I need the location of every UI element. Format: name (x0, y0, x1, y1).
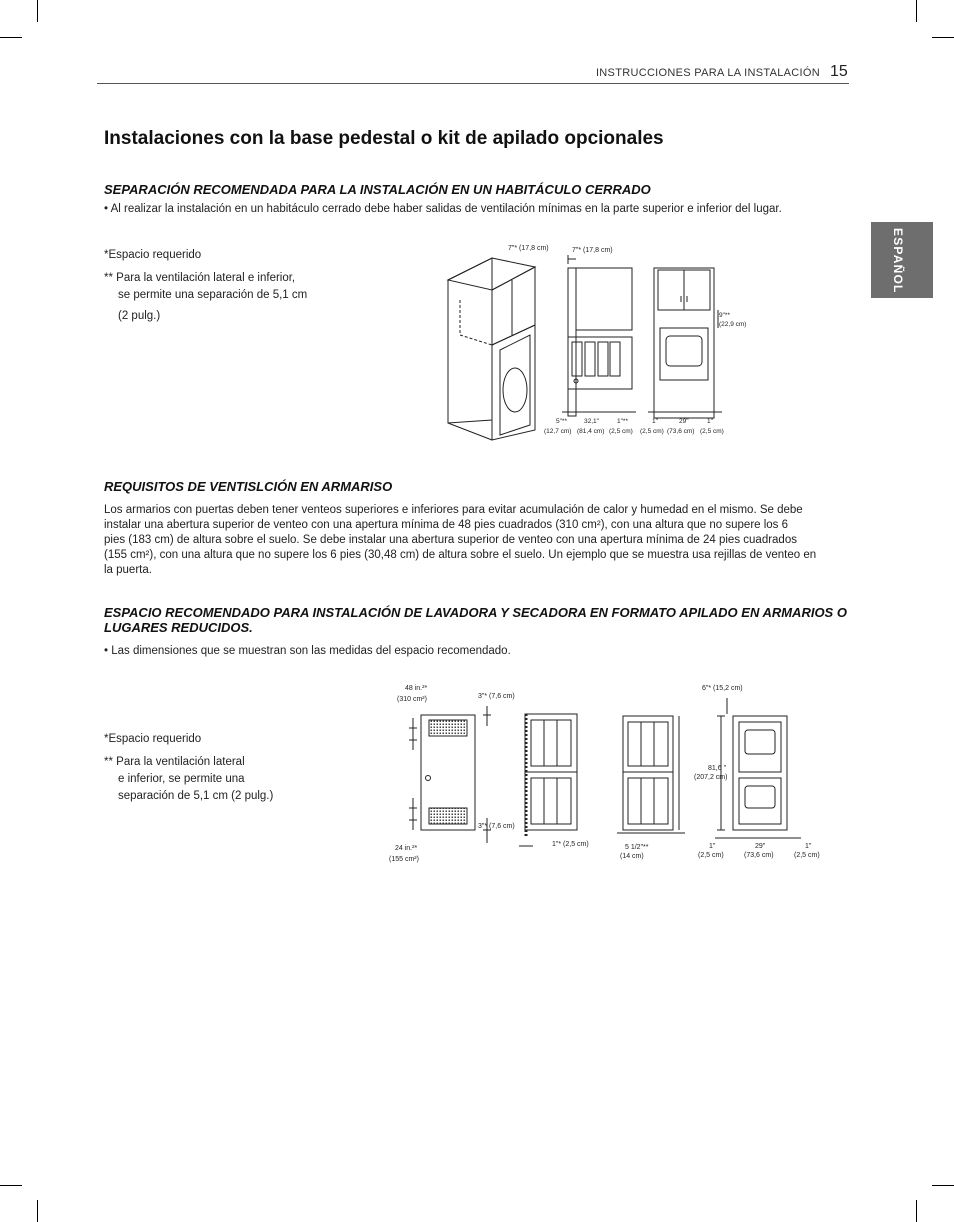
body-line: Los armarios con puertas deben tener venteos superiores e inferiores para evitar acumulación de calor y humedad en el mismo. Se debe (104, 504, 803, 516)
body-line: la puerta. (104, 564, 152, 576)
body-line: (155 cm²), con una altura que no supere los 6 pies (30,48 cm) de altura sobre el suelo. Un ejemplo que se muestra usa rejillas de venteo en (104, 549, 817, 561)
crop-mark (932, 37, 954, 38)
body-line: instalar una abertura superior de venteo con una apertura mínima de 48 pies cuadrados (310 cm²), con una altura que no supere los 6 (104, 519, 789, 531)
section2-body (104, 503, 864, 578)
dim-label: 5"** (556, 418, 567, 425)
required-space-note: *Espacio requerido (104, 733, 202, 745)
stacked-installation-diagram (385, 678, 830, 868)
dim-label: (12,7 cm) (544, 428, 572, 435)
dim-label: (2,5 cm) (640, 428, 664, 435)
vent-note-line: (2 pulg.) (118, 310, 161, 322)
vent-note-line: ** Para la ventilación lateral e inferior, (104, 272, 296, 284)
dim-label: (2,5 cm) (609, 428, 633, 435)
section2-heading: REQUISITOS DE VENTISLCIÓN EN ARMARISO (104, 479, 393, 494)
dim-label: 1"** (617, 418, 628, 425)
dim-label: 7"* (17,8 cm) (508, 245, 549, 252)
dim-label: 29" (755, 843, 766, 850)
crop-mark (0, 1185, 22, 1186)
body-line: pies (183 cm) de altura sobre el suelo. Se debe instalar una abertura superior de venteo con una apertura mínima de 24 pies cuadrados (104, 534, 797, 546)
vent-note-line: ** Para la ventilación lateral (104, 756, 245, 768)
section3-notes (104, 731, 273, 805)
dim-label: (22,9 cm) (719, 321, 747, 328)
section1-notes (104, 247, 307, 325)
crop-mark (916, 1200, 917, 1222)
dim-label: 1" (709, 843, 716, 850)
section3-bullet: • Las dimensiones que se muestran son las medidas del espacio recomendado. (104, 645, 511, 657)
dim-label: (2,5 cm) (794, 852, 820, 859)
dim-label: 48 in.²* (405, 685, 428, 692)
crop-mark (932, 1185, 954, 1186)
dim-label: 29" (679, 418, 689, 425)
header-rule (97, 83, 849, 84)
crop-mark (916, 0, 917, 22)
running-header: INSTRUCCIONES PARA LA INSTALACIÓN (595, 67, 820, 79)
dim-label: 9"** (719, 312, 730, 319)
language-tab (871, 222, 933, 298)
heading-line: LUGARES REDUCIDOS. (104, 620, 253, 635)
dim-label: 1" (652, 418, 658, 425)
dim-label: 1"* (2,5 cm) (552, 841, 589, 848)
dim-label: (2,5 cm) (700, 428, 724, 435)
crop-mark (0, 37, 22, 38)
dim-label: (73,6 cm) (667, 428, 695, 435)
section1-bullet: • Al realizar la instalación en un habitáculo cerrado debe haber salidas de ventilación mínimas en la parte superior e inferior del lugar. (104, 203, 782, 215)
dim-label: 3"* (7,6 cm) (478, 693, 515, 700)
required-space-note: *Espacio requerido (104, 249, 202, 261)
section3-heading (104, 605, 847, 635)
page-number: 15 (830, 63, 848, 80)
dim-label: (81,4 cm) (577, 428, 605, 435)
heading-line: ESPACIO RECOMENDADO PARA INSTALACIÓN DE LAVADORA Y SECADORA EN FORMATO APILADO EN ARMARIOS O (104, 605, 847, 620)
dim-label: 3"* (7,6 cm) (478, 823, 515, 830)
dim-label: 1" (805, 843, 812, 850)
page-title: Instalaciones con la base pedestal o kit de apilado opcionales (104, 128, 664, 149)
dim-label: 32,1" (584, 418, 599, 425)
dim-label: 81,6 " (708, 765, 727, 772)
closet-installation-diagram (440, 240, 750, 445)
dim-label: 5 1/2"** (625, 844, 649, 851)
dim-label: (14 cm) (620, 853, 644, 860)
crop-mark (37, 0, 38, 22)
section1-heading: SEPARACIÓN RECOMENDADA PARA LA INSTALACIÓN EN UN HABITÁCULO CERRADO (104, 182, 651, 197)
dim-label: 24 in.²* (395, 845, 418, 852)
dim-label: (73,6 cm) (744, 852, 774, 859)
vent-note-line: e inferior, se permite una (118, 773, 245, 785)
dim-label: (207,2 cm) (694, 774, 728, 781)
dim-label: (310 cm²) (397, 696, 427, 703)
language-tab-label: ESPAÑOL (891, 228, 905, 294)
dim-label: (155 cm²) (389, 856, 419, 863)
vent-note-line: separación de 5,1 cm (2 pulg.) (118, 790, 274, 802)
crop-mark (37, 1200, 38, 1222)
vent-note-line: se permite una separación de 5,1 cm (118, 289, 308, 301)
dim-label: 6"* (15,2 cm) (702, 685, 743, 692)
dim-label: 1" (707, 418, 713, 425)
dim-label: (2,5 cm) (698, 852, 724, 859)
dim-label: 7"* (17,8 cm) (572, 247, 613, 254)
